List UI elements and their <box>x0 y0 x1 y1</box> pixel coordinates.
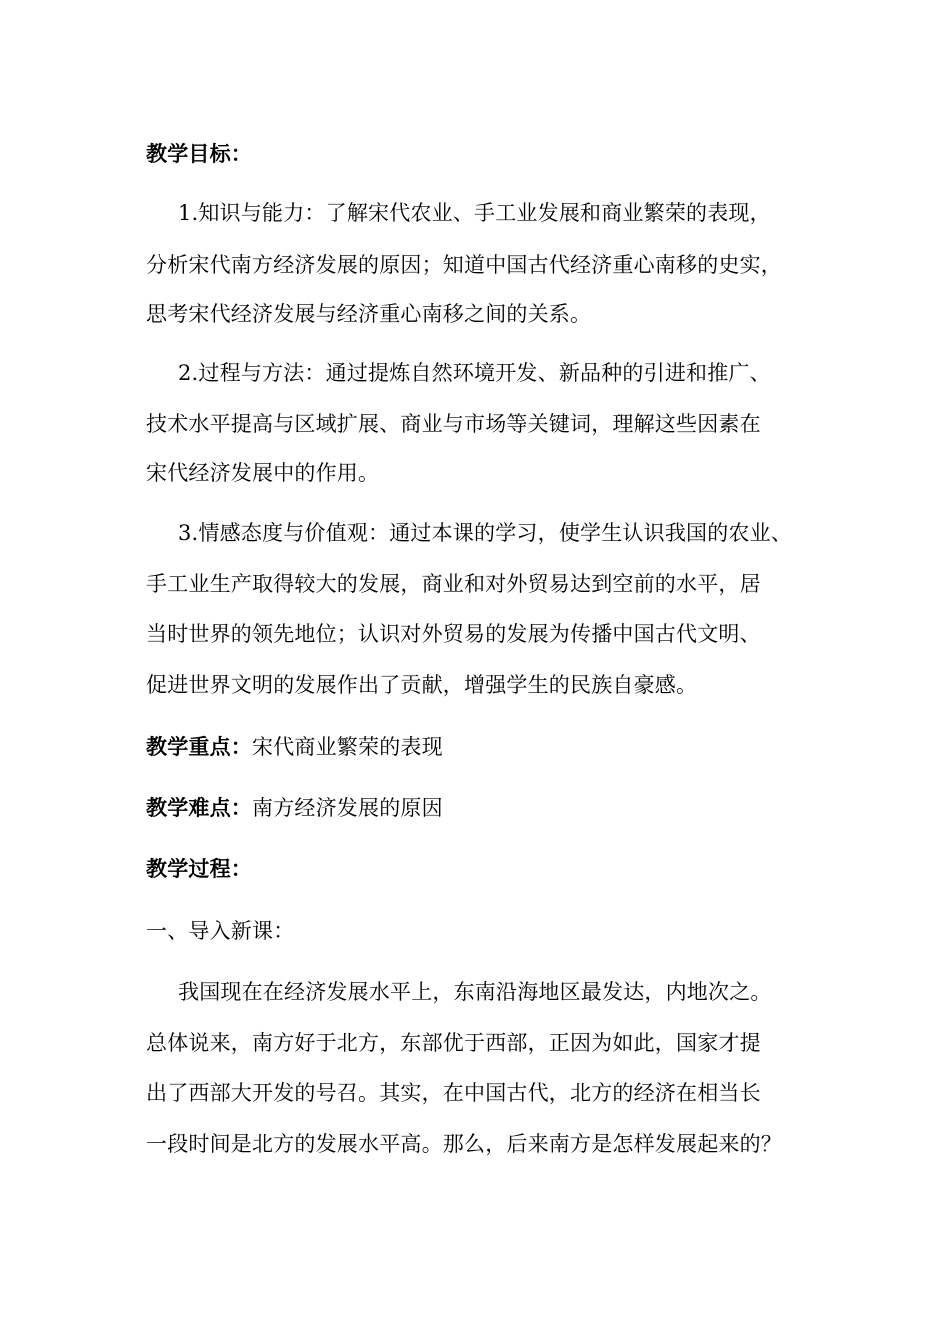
difficulty <box>146 794 443 822</box>
process-heading: 教学过程： <box>146 857 252 881</box>
intro-line-1: 我国现在在经济发展水平上，东南沿海地区最发达，内地次之。 <box>178 980 772 1004</box>
objective-3-line-4: 促进世界文明的发展作出了贡献，增强学生的民族自豪感。 <box>146 673 698 697</box>
key-point-text: 宋代商业繁荣的表现 <box>252 735 443 759</box>
difficulty-label: 教学难点： <box>146 796 252 820</box>
objective-2-line-2: 技术水平提高与区域扩展、商业与市场等关键词，理解这些因素在 <box>146 412 761 436</box>
objective-3-line-2: 手工业生产取得较大的发展，商业和对外贸易达到空前的水平，居 <box>146 572 761 596</box>
objective-1-line-1: 1.知识与能力：了解宋代农业、手工业发展和商业繁荣的表现， <box>178 201 771 225</box>
difficulty-text: 南方经济发展的原因 <box>252 796 443 820</box>
objective-2-line-3: 宋代经济发展中的作用。 <box>146 461 380 485</box>
key-point <box>146 733 443 761</box>
objective-3-line-1: 3.情感态度与价值观：通过本课的学习，使学生认识我国的农业、 <box>178 521 793 545</box>
intro-line-3: 出了西部大开发的号召。其实，在中国古代，北方的经济在相当长 <box>146 1081 761 1105</box>
intro-line-2: 总体说来，南方好于北方，东部优于西部，正因为如此，国家才提 <box>146 1031 761 1055</box>
objective-2-line-1: 2.过程与方法：通过提炼自然环境开发、新品种的引进和推广、 <box>178 361 771 385</box>
intro-line-4: 一段时间是北方的发展水平高。那么，后来南方是怎样发展起来的？ <box>146 1132 782 1156</box>
objectives-heading: 教学目标： <box>146 142 252 166</box>
section-1-heading: 一、导入新课： <box>146 919 295 943</box>
objective-3-line-3: 当时世界的领先地位；认识对外贸易的发展为传播中国古代文明、 <box>146 622 761 646</box>
key-point-label: 教学重点： <box>146 735 252 759</box>
objective-1-line-3: 思考宋代经济发展与经济重心南移之间的关系。 <box>146 302 592 326</box>
objective-1-line-2: 分析宋代南方经济发展的原因；知道中国古代经济重心南移的史实， <box>146 253 782 277</box>
